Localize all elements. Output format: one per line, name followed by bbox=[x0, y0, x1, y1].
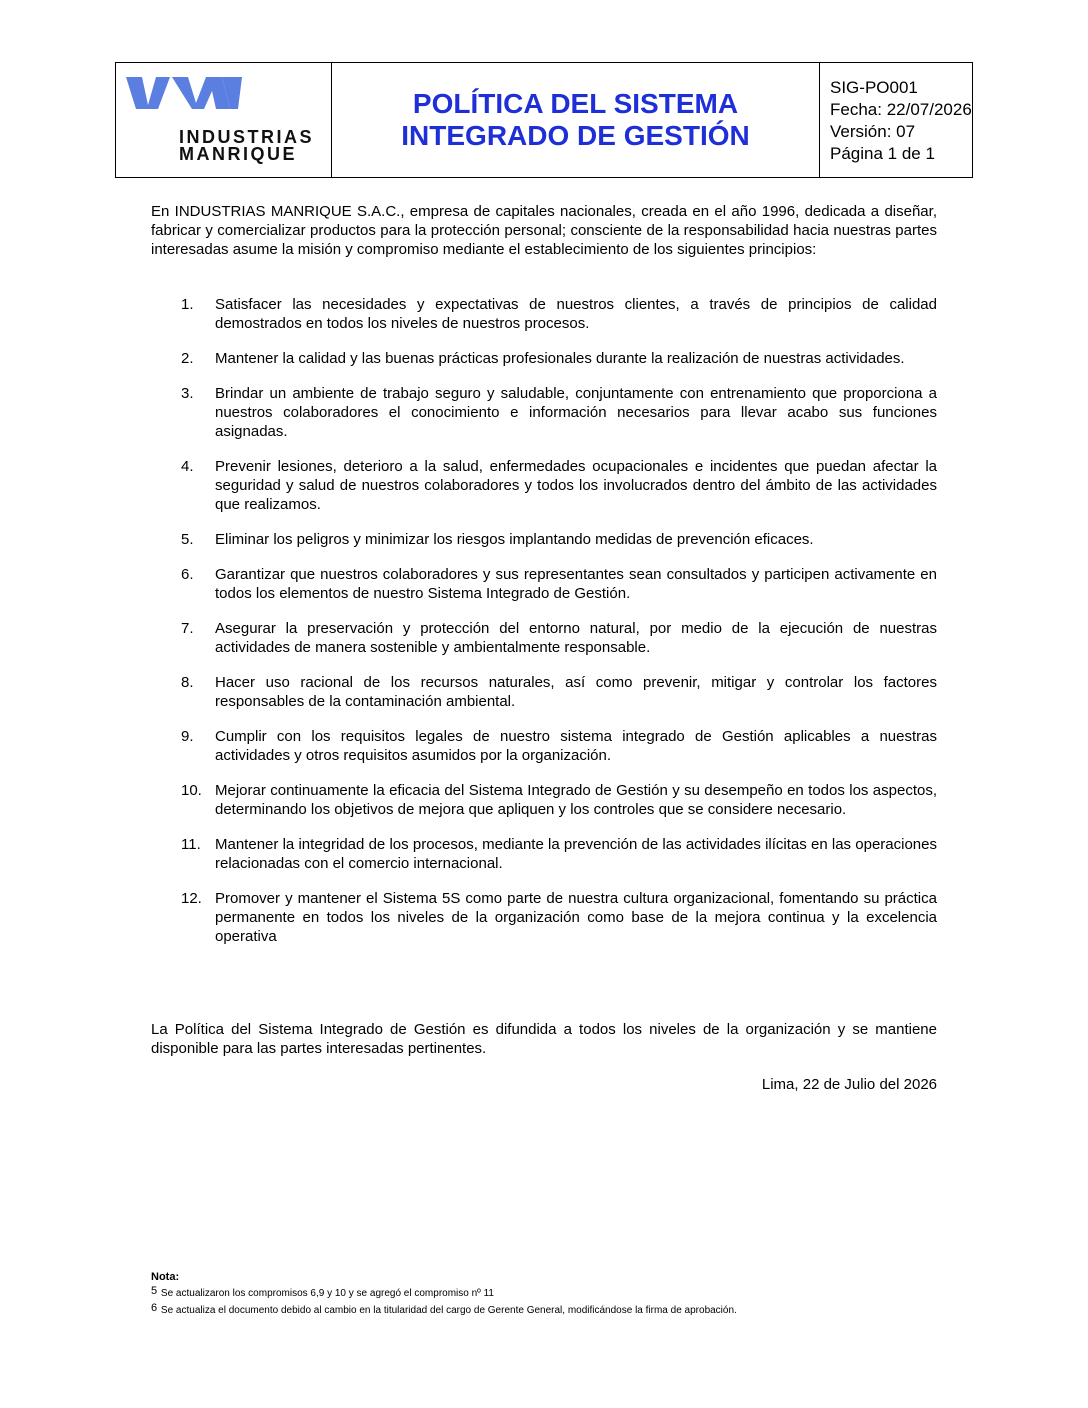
document-page: Página 1 de 1 bbox=[830, 144, 935, 163]
document-code: SIG-PO001 bbox=[830, 78, 918, 97]
principle-number: 3. bbox=[181, 385, 194, 402]
principle-text: Mantener la integridad de los procesos, mediante la prevención de las actividades ilícitas en las operaciones relacionadas con el comercio internacional. bbox=[215, 836, 937, 872]
principle-item bbox=[151, 565, 937, 603]
principle-text: Promover y mantener el Sistema 5S como parte de nuestra cultura organizacional, fomentando su práctica permanente en todos los niveles de la organización como base de la mejora continua y la excelencia operativa bbox=[215, 890, 937, 945]
principle-number: 4. bbox=[181, 458, 194, 475]
footnote-text: Se actualizaron los compromisos 6,9 y 10 y se agregó el compromiso nº 11 bbox=[160, 1288, 494, 1299]
principle-number: 8. bbox=[181, 674, 194, 691]
document-date: Fecha: 22/07/2026 bbox=[830, 100, 972, 119]
footnote-marker: 6 bbox=[151, 1302, 158, 1314]
intro-paragraph: En INDUSTRIAS MANRIQUE S.A.C., empresa de capitales nacionales, creada en el año 1996, dedicada a diseñar, fabricar y comercializar productos para la protección personal; consciente de la responsabilidad hacia nuestras partes interesadas asume la misión y compromiso mediante el establecimiento de los siguientes principios: bbox=[151, 203, 937, 258]
principle-text: Cumplir con los requisitos legales de nuestro sistema integrado de Gestión aplicables a nuestras actividades y otros requisitos asumidos por la organización. bbox=[215, 728, 937, 764]
document-title: POLÍTICA DEL SISTEMA INTEGRADO DE GESTIÓN bbox=[401, 88, 750, 151]
place-date: Lima, 22 de Julio del 2026 bbox=[761, 1076, 937, 1093]
principle-number: 10. bbox=[181, 782, 202, 799]
principle-item bbox=[151, 673, 937, 711]
principle-number: 9. bbox=[181, 728, 194, 745]
principle-item bbox=[151, 384, 937, 441]
footnote-text: Se actualiza el documento debido al cambio en la titularidad del cargo de Gerente General, modificándose la firma de aprobación. bbox=[160, 1305, 737, 1316]
footnotes-title: Nota: bbox=[151, 1271, 180, 1283]
principle-text: Asegurar la preservación y protección del entorno natural, por medio de la ejecución de nuestras actividades de manera sostenible y ambientalmente responsable. bbox=[215, 620, 937, 656]
principle-text: Hacer uso racional de los recursos naturales, así como prevenir, mitigar y controlar los factores responsables de la contaminación ambiental. bbox=[215, 674, 937, 710]
company-logo-text: INDUSTRIAS MANRIQUE bbox=[179, 127, 315, 164]
company-logo bbox=[116, 63, 332, 177]
document-header bbox=[115, 62, 973, 178]
principle-item bbox=[151, 619, 937, 657]
document-title-cell bbox=[332, 63, 820, 177]
principle-item bbox=[151, 349, 937, 368]
principles-list bbox=[151, 295, 937, 946]
footnote-item bbox=[151, 1284, 737, 1301]
company-logo-mark bbox=[126, 75, 246, 115]
principle-text: Prevenir lesiones, deterioro a la salud, enfermedades ocupacionales e incidentes que puedan afectar la seguridad y salud de nuestros colaboradores y todos los involucrados dentro del ámbito de las actividades que realizamos. bbox=[215, 458, 937, 513]
principle-text: Eliminar los peligros y minimizar los riesgos implantando medidas de prevención eficaces. bbox=[215, 531, 814, 548]
principle-number: 6. bbox=[181, 566, 194, 583]
principle-number: 5. bbox=[181, 531, 194, 548]
principle-item bbox=[151, 295, 937, 333]
principle-item bbox=[151, 727, 937, 765]
principle-item bbox=[151, 457, 937, 514]
principle-number: 11. bbox=[181, 836, 201, 853]
principle-text: Mantener la calidad y las buenas prácticas profesionales durante la realización de nuestras actividades. bbox=[215, 350, 905, 367]
footnote-marker: 5 bbox=[151, 1285, 158, 1297]
principle-number: 7. bbox=[181, 620, 194, 637]
principle-item bbox=[151, 530, 937, 549]
document-version: Versión: 07 bbox=[830, 122, 916, 141]
principle-number: 1. bbox=[181, 296, 194, 313]
footnotes bbox=[151, 1270, 737, 1318]
principle-item bbox=[151, 889, 937, 946]
principle-text: Brindar un ambiente de trabajo seguro y saludable, conjuntamente con entrenamiento que proporciona a nuestros colaboradores el conocimiento e información necesarios para llevar acabo sus funciones asignadas. bbox=[215, 385, 937, 440]
principle-text: Satisfacer las necesidades y expectativas de nuestros clientes, a través de principios de calidad demostrados en todos los niveles de nuestros procesos. bbox=[215, 296, 937, 332]
principle-item bbox=[151, 781, 937, 819]
principle-number: 2. bbox=[181, 350, 194, 367]
closing-paragraph: La Política del Sistema Integrado de Gestión es difundida a todos los niveles de la organización y se mantiene disponible para las partes interesadas pertinentes. bbox=[151, 1021, 937, 1057]
principle-item bbox=[151, 835, 937, 873]
footnote-item bbox=[151, 1301, 737, 1318]
principle-text: Garantizar que nuestros colaboradores y sus representantes sean consultados y participen activamente en todos los elementos de nuestro Sistema Integrado de Gestión. bbox=[215, 566, 937, 602]
principle-text: Mejorar continuamente la eficacia del Sistema Integrado de Gestión y su desempeño en todos los aspectos, determinando los objetivos de mejora que apliquen y los controles que se considere necesario. bbox=[215, 782, 937, 818]
document-metadata bbox=[820, 63, 972, 177]
principle-number: 12. bbox=[181, 890, 202, 907]
